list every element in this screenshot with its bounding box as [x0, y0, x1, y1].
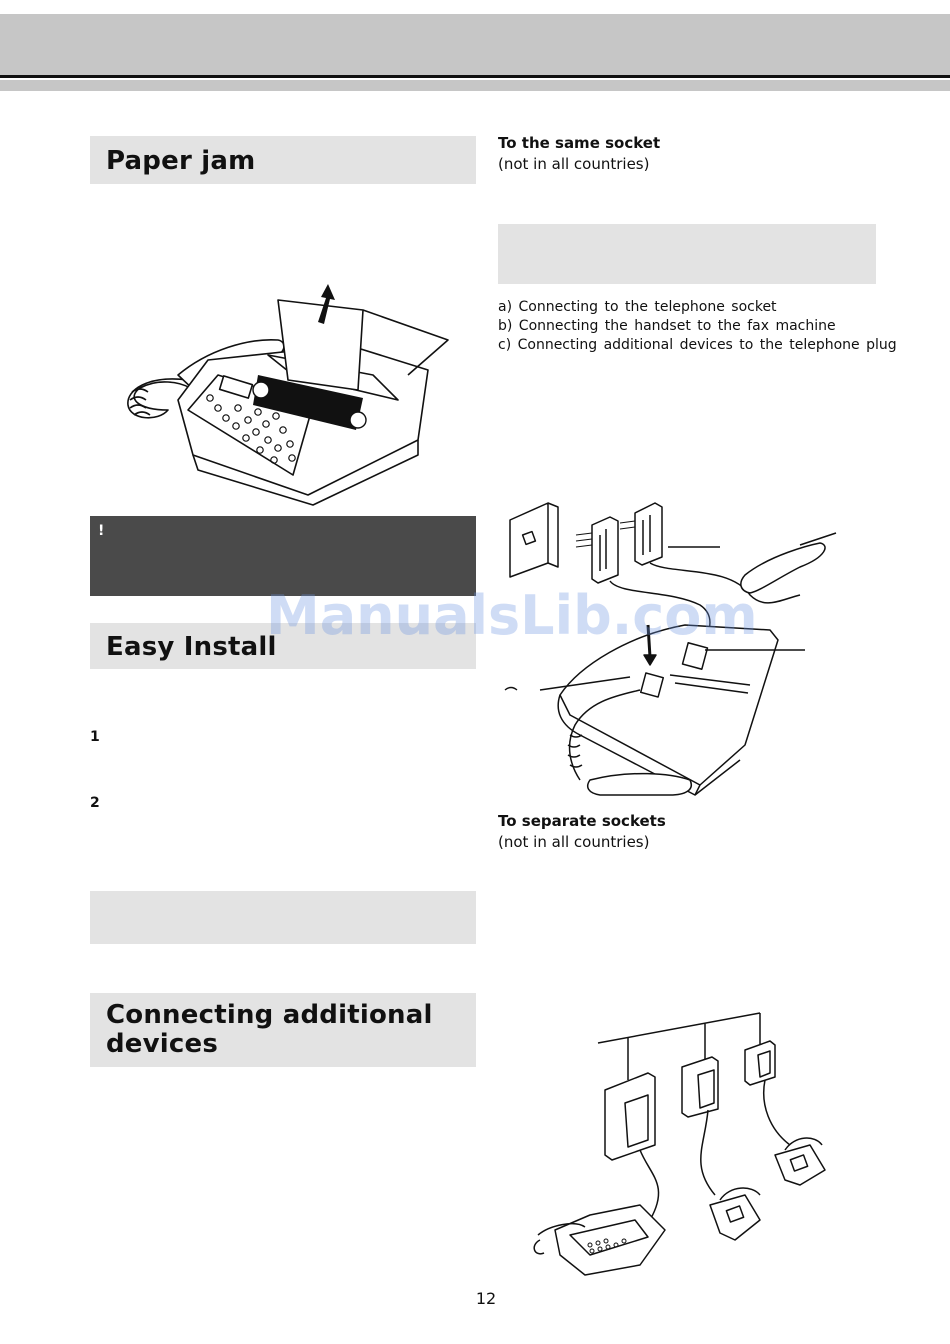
step-2-number: 2	[90, 795, 100, 811]
separate-sockets-title: To separate sockets	[498, 812, 666, 830]
separate-sockets-illustration	[530, 1005, 830, 1285]
connecting-title-line-2: devices	[106, 1029, 219, 1059]
info-box-right	[498, 224, 876, 284]
list-item: b) Connecting the handset to the fax machine	[498, 318, 836, 334]
same-socket-note: (not in all countries)	[498, 155, 650, 173]
connection-steps-list	[498, 298, 897, 355]
same-socket-illustration	[500, 495, 840, 805]
watermark: ManualsLib.com	[266, 584, 758, 647]
header-band-lower	[0, 80, 950, 91]
page-number: 12	[475, 1289, 497, 1308]
connecting-title-line-1: Connecting additional	[106, 1000, 433, 1030]
separate-sockets-note: (not in all countries)	[498, 833, 650, 851]
paper-jam-heading	[90, 136, 476, 184]
fax-paper-jam-illustration	[118, 280, 453, 510]
warning-mark: !	[98, 523, 105, 539]
info-box-left	[90, 891, 476, 944]
connecting-devices-heading	[90, 993, 476, 1067]
header-band	[0, 14, 950, 76]
same-socket-title: To the same socket	[498, 134, 661, 152]
paper-jam-title: Paper jam	[106, 146, 256, 176]
step-1-number: 1	[90, 729, 100, 745]
list-item: c) Connecting additional devices to the telephone plug	[498, 337, 897, 353]
list-item: a) Connecting to the telephone socket	[498, 299, 777, 315]
easy-install-title: Easy Install	[106, 632, 277, 662]
header-rule	[0, 75, 950, 78]
